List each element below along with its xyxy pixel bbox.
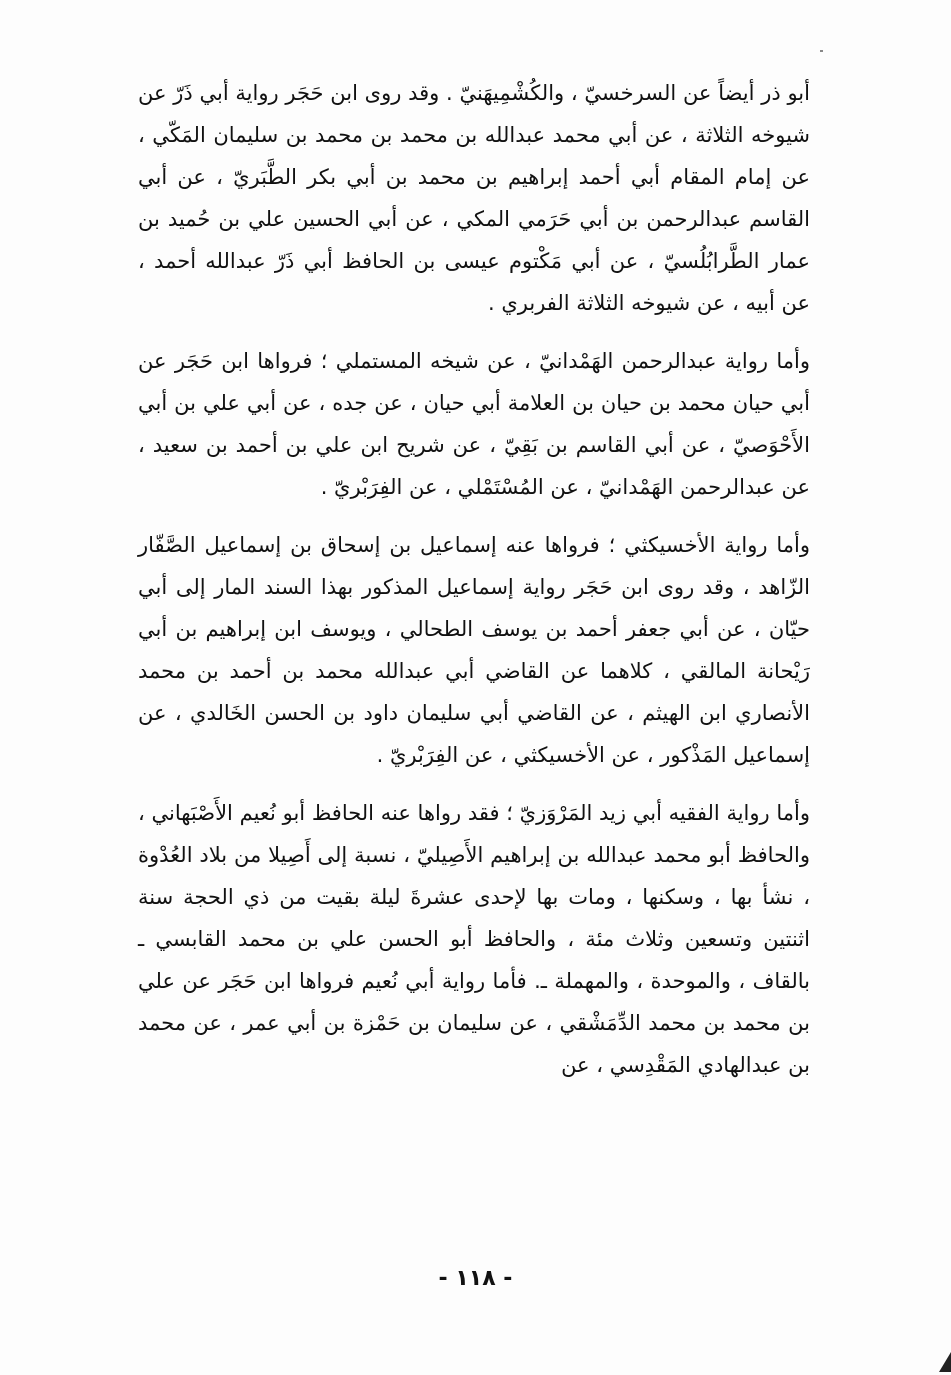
scan-speck <box>820 50 823 52</box>
page-number: - ١١٨ - <box>438 1266 513 1291</box>
main-text <box>138 72 810 1086</box>
paragraph-hamdani-riwaya: وأما رواية عبدالرحمن الهَمْدانيّ ، عن شيخه المستملي ؛ فرواها ابن حَجَر عن أبي حيان محمد بن حيان بن العلامة أبي حيان ، عن جده ، عن أبي علي بن أبي الأَحْوَصيّ ، عن أبي القاسم بن بَقِيّ ، عن شريح ابن علي بن أحمد بن سعيد ، عن عبدالرحمن الهَمْدانيّ ، عن المُسْتَمْلي ، عن الفِرَبْريّ . <box>138 349 810 499</box>
paragraph-akhsikathi-riwaya: وأما رواية الأخسيكثي ؛ فرواها عنه إسماعيل بن إسحاق بن إسماعيل الصَّفّار الزّاهد ، وقد روى ابن حَجَر رواية إسماعيل المذكور بهذا السند المار إلى أبي حيّان ، عن أبي جعفر أحمد بن يوسف الطحالي ، ويوسف ابن إبراهيم بن أبي رَيْحانة المالقي ، كلاهما عن القاضي أبي عبدالله محمد بن أحمد بن محمد الأنصاري ابن الهيثم ، عن القاضي أبي سليمان داود بن الحسن الخَالدي ، عن إسماعيل المَذْكور ، عن الأخسيكثي ، عن الفِرَبْريّ . <box>138 533 810 767</box>
paragraph-abu-dharr-chain: أبو ذر أيضاً عن السرخسيّ ، والكُشْمِيهَنيّ . وقد روى ابن حَجَر رواية أبي ذَرّ عن شيوخه الثلاثة ، عن أبي محمد عبدالله بن محمد بن محمد بن سليمان المَكّي ، عن إمام المقام أبي أحمد إبراهيم بن محمد بن أبي بكر الطَّبَريّ ، عن أبي القاسم عبدالرحمن بن أبي حَرَمي المكي ، عن أبي الحسين علي بن حُميد بن عمار الطَّرابُلُسيّ ، عن أبي مَكْتوم عيسى بن الحافظ أبي ذَرّ عبدالله أحمد ، عن أبيه ، عن شيوخه الثلاثة الفربري . <box>138 81 810 315</box>
page-corner-mark <box>939 1352 951 1372</box>
paragraph-marwazi-riwaya: وأما رواية الفقيه أبي زيد المَرْوَزيّ ؛ فقد رواها عنه الحافظ أبو نُعيم الأَصْبَهاني ، والحافظ أبو محمد عبدالله بن إبراهيم الأَصِيليّ ، نسبة إلى أَصِيلا من بلاد العُدْوة ، نشأ بها ، وسكنها ، ومات بها لإحدى عشرةَ ليلة بقيت من ذي الحجة سنة اثنتين وتسعين وثلاث مئة ، والحافظ أبو الحسن علي بن محمد القابسي ـ بالقاف ، والموحدة ، والمهملة ـ. فأما رواية أبي نُعيم فرواها ابن حَجَر عن علي بن محمد بن محمد الدِّمَشْقي ، عن سليمان بن حَمْزة بن أبي عمر ، عن محمد بن عبدالهادي المَقْدِسي ، عن <box>138 801 810 1077</box>
